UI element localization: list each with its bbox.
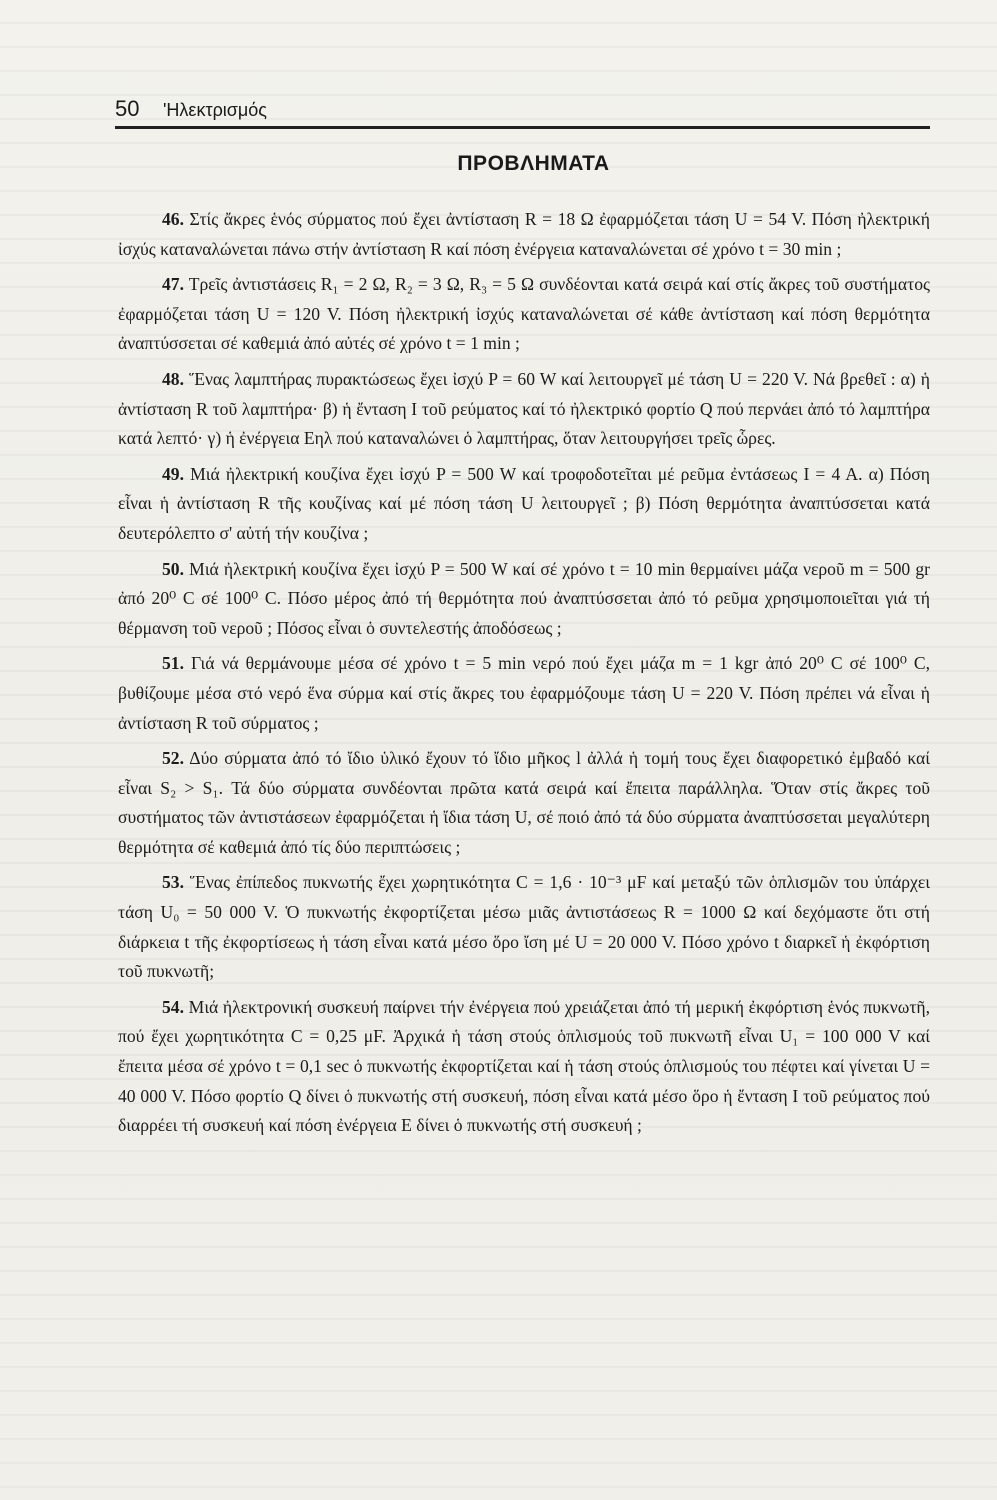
header-rule [115,126,930,129]
problem-text: Μιά ἠλεκτρική κουζίνα ἔχει ἰσχύ P = 500 W καί σέ χρόνο t = 10 min θερμαίνει μάζα νεροῦ m = 500 gr ἀπό 20⁰ C σέ 100⁰ C. Πόσο μέρος ἀπό τή θερμότητα πού ἀναπτύσσεται ἀπό τό ρεῦμα χρησιμοποιεῖται γιά τή θέρμανση τοῦ νεροῦ ; Πόσος εἶναι ὁ συντελεστής ἀποδόσεως ; [118,558,930,638]
problem-number: 50. [162,558,184,579]
problem-text: Γιά νά θερμάνουμε μέσα σέ χρόνο t = 5 min νερό πού ἔχει μάζα m = 1 kgr ἀπό 20⁰ C σέ 100⁰ C, βυθίζουμε μέσα στό νερό ἕνα σύρμα καί στίς ἄκρες του ἐφαρμόζουμε τάση U = 220 V. Πόση πρέπει νά εἶναι ἡ ἀντίσταση R τοῦ σύρματος ; [118,653,930,733]
problem-46 [118,205,930,264]
problem-number: 49. [162,463,184,484]
problem-text: Ἕνας ἐπίπεδος πυκνωτής ἔχει χωρητικότητα C = 1,6 · 10⁻³ μF καί μεταξύ τῶν ὁπλισμῶν του ὑπάρχει τάση U₀ = 50 000 V. Ὁ πυκνωτής ἐκφορτίζεται μέσω μιᾶς ἀντιστάσεως R = 1000 Ω καί δεχόμαστε ὅτι στή διάρκεια t τῆς ἐκφορτίσεως ἡ τάση εἶναι κατά μέσο ὅρο ἴση μέ U = 20 000 V. Πόσο χρόνο t διαρκεῖ ἡ ἐκφόρτιση τοῦ πυκνωτῆ; [118,872,930,982]
problem-text: Ἕνας λαμπτήρας πυρακτώσεως ἔχει ἰσχύ P = 60 W καί λειτουργεῖ μέ τάση U = 220 V. Νά βρεθεῖ : α) ἡ ἀντίσταση R τοῦ λαμπτήρα· β) ἡ ἔνταση I τοῦ ρεύματος καί τό ἠλεκτρικό φορτίο Q πού περνάει ἀπό τό λαμπτήρα κατά λεπτό· γ) ἡ ἐνέργεια Eηλ πού καταναλώνει ὁ λαμπτήρας, ὅταν λειτουργήσει τρεῖς ὧρες. [118,368,930,449]
problem-53 [118,868,930,986]
page-header [115,95,930,127]
problem-52 [118,744,930,862]
problem-number: 54. [162,996,184,1017]
problem-number: 52. [162,748,184,769]
problem-text: Τρεῖς ἀντιστάσεις R₁ = 2 Ω, R₂ = 3 Ω, R₃ = 5 Ω συνδέονται κατά σειρά καί στίς ἄκρες τοῦ συστήματος ἐφαρμόζεται τάση U = 120 V. Πόση ἠλεκτρική ἰσχύς καταναλώνεται σέ κάθε ἀντίσταση καί πόση θερμότητα ἀναπτύσσεται σέ καθεμιά ἀπό αὐτές σέ χρόνο t = 1 min ; [118,274,930,354]
problem-54 [118,993,930,1141]
problem-48 [118,365,930,454]
section-title: ΠΡΟΒΛΗΜΑΤΑ [457,152,610,175]
page-number: 50 [115,96,140,121]
problem-text: Δύο σύρματα ἀπό τό ἴδιο ὑλικό ἔχουν τό ἴδιο μῆκος l ἀλλά ἡ τομή τους ἔχει διαφορετικό ἐμβαδό καί εἶναι S₂ > S₁. Τά δύο σύρματα συνδέονται πρῶτα κατά σειρά καί ἔπειτα παράλληλα. Ὅταν στίς ἄκρες τοῦ συστήματος τῶν ἀντιστάσεων ἐφαρμόζεται ἡ ἴδια τάση U, σέ ποιό ἀπό τά δύο σύρματα ἀναπτύσσεται μεγαλύτερη θερμότητα σέ καθεμιά ἀπό τίς δύο περιπτώσεις ; [118,748,930,857]
problem-50 [118,555,930,644]
problem-number: 53. [162,872,184,893]
running-title: 'Ηλεκτρισμός [163,100,267,120]
problem-number: 47. [162,274,184,295]
problem-49 [118,460,930,549]
problem-text: Στίς ἄκρες ἑνός σύρματος πού ἔχει ἀντίσταση R = 18 Ω ἐφαρμόζεται τάση U = 54 V. Πόση ἠλεκτρική ἰσχύς καταναλώνεται πάνω στήν ἀντίσταση R καί πόση ἐνέργεια καταναλώνεται σέ χρόνο t = 30 min ; [118,209,930,259]
problem-51 [118,649,930,738]
problem-list [118,205,930,1147]
problem-text: Μιά ἠλεκτρονική συσκευή παίρνει τήν ἐνέργεια πού χρειάζεται ἀπό τή μερική ἐκφόρτιση ἑνός πυκνωτῆ, πού ἔχει χωρητικότητα C = 0,25 μF. Ἀρχικά ἡ τάση στούς ὁπλισμούς τοῦ πυκνωτῆ εἶναι U₁ = 100 000 V καί ἔπειτα μέσα σέ χρόνο t = 0,1 sec ὁ πυκνωτής ἐκφορτίζεται καί ἡ τάση στούς ὁπλισμούς του πέφτει καί γίνεται U = 40 000 V. Πόσο φορτίο Q δίνει ὁ πυκνωτής στή συσκευή, πόση εἶναι κατά μέσο ὅρο ἡ ἔνταση I τοῦ ρεύματος πού διαρρέει τή συσκευή καί πόση ἐνέργεια E δίνει ὁ πυκνωτής στή συσκευή ; [118,996,930,1136]
problem-number: 51. [162,653,184,674]
problem-number: 46. [162,209,184,229]
problem-number: 48. [162,368,184,389]
problem-text: Μιά ἠλεκτρική κουζίνα ἔχει ἰσχύ P = 500 W καί τροφοδοτεῖται μέ ρεῦμα ἐντάσεως I = 4 A. α) Πόση εἶναι ἡ ἀντίσταση R τῆς κουζίνας καί μέ πόση τάση U λειτουργεῖ ; β) Πόση θερμότητα ἀναπτύσσεται κατά δευτερόλεπτο σ' αὐτή τήν κουζίνα ; [118,463,930,543]
problem-47 [118,270,930,359]
